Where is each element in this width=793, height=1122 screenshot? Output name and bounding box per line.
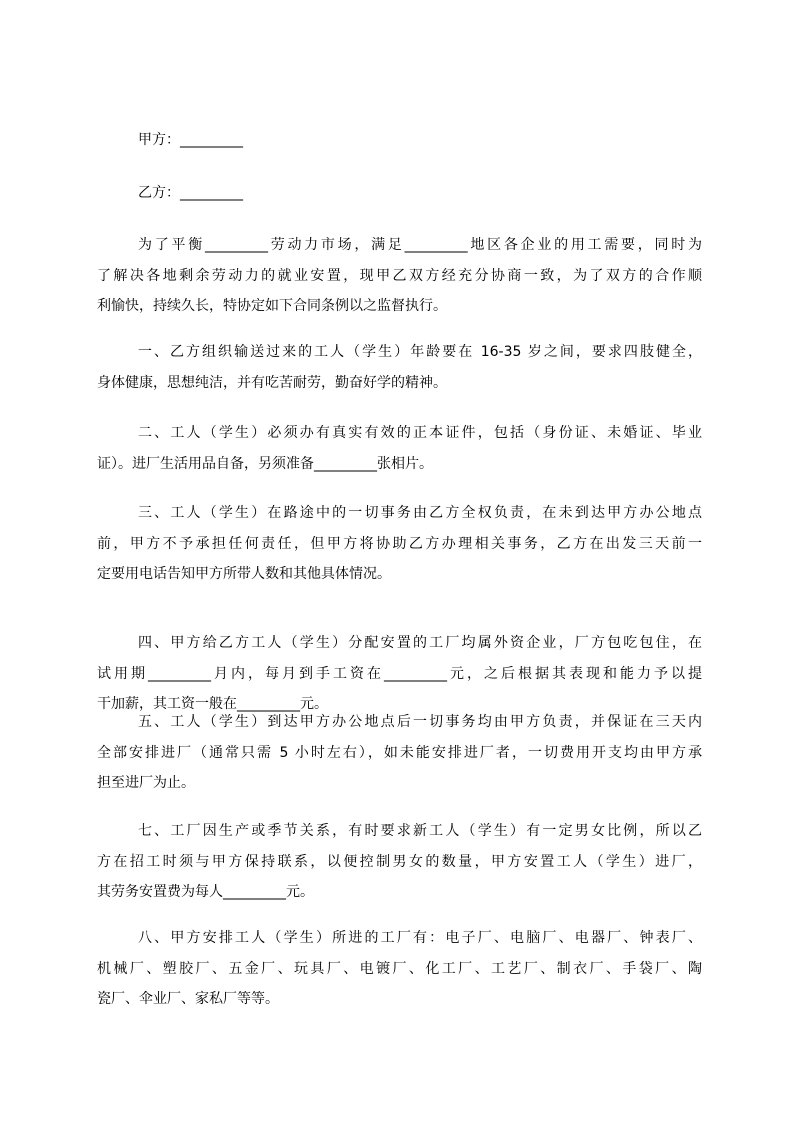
paragraph-line: 了解决各地剩余劳动力的就业安置，现甲乙双方经充分协商一致，为了双方的合作顺 — [97, 267, 702, 284]
paragraph-line: 机械厂、塑胶厂、五金厂、玩具厂、电镀厂、化工厂、工艺厂、制衣厂、手袋厂、陶 — [97, 960, 702, 977]
paragraph-line: 七、工厂因生产或季节关系，有时要求新工人（学生）有一定男女比例，所以乙 — [138, 823, 702, 839]
paragraph-line: 二、工人（学生）必须办有真实有效的正本证件，包括（身份证、未婚证、毕业 — [138, 425, 702, 441]
clause-1 — [97, 343, 702, 393]
clause-4 — [97, 634, 702, 714]
paragraph-line: 试用期_________月内，每月到手工资在_________元，之后根据其表现和能力予以提 — [97, 665, 702, 682]
paragraph-line: 干加薪，其工资一般在_________元。 — [97, 696, 328, 712]
party-a-line — [97, 131, 702, 150]
party-a-text: 甲方：_________ — [138, 132, 243, 148]
paragraph-line: 前，甲方不予承担任何责任，但甲方将协助乙方办理相关事务，乙方在出发三天前一 — [97, 535, 702, 552]
paragraph-line: 证）。进厂生活用品自备，另须准备_________张相片。 — [97, 455, 433, 472]
paragraph-line: 利愉快，持续久长，特协定如下合同条例以之监督执行。 — [97, 298, 447, 314]
party-b-line — [97, 184, 702, 203]
party-b-text: 乙方：_________ — [138, 185, 243, 201]
paragraph-line: 身体健康，思想纯洁，并有吃苦耐劳，勤奋好学的精神。 — [97, 374, 447, 391]
paragraph-line: 为了平衡_________劳动力市场，满足_________地区各企业的用工需要，同时为 — [138, 237, 702, 253]
paragraph-line: 全部安排进厂（通常只需 5 小时左右），如未能安排进厂者，一切费用开支均由甲方承 — [97, 744, 702, 761]
paragraph-line: 担至进厂为止。 — [97, 775, 195, 791]
paragraph-line: 八、甲方安排工人（学生）所进的工厂有：电子厂、电脑厂、电器厂、钟表厂、 — [138, 930, 702, 946]
clause-8 — [97, 929, 702, 1009]
paragraph-line: 四、甲方给乙方工人（学生）分配安置的工厂均属外资企业，厂方包吃包住，在 — [138, 635, 702, 651]
paragraph-line: 三、工人（学生）在路途中的一切事务由乙方全权负责，在未到达甲方办公地点 — [138, 505, 702, 521]
paragraph-line: 定要用电话告知甲方所带人数和其他具体情况。 — [97, 566, 391, 582]
paragraph-line: 其劳务安置费为每人_________元。 — [97, 884, 314, 900]
paragraph-line: 五、工人（学生）到达甲方办公地点后一切事务均由甲方负责，并保证在三天内 — [138, 714, 702, 730]
intro-paragraph — [97, 236, 702, 316]
clause-2 — [97, 424, 702, 474]
clause-5 — [97, 713, 702, 793]
paragraph-line: 一、乙方组织输送过来的工人（学生）年龄要在 16-35 岁之间，要求四肢健全， — [138, 344, 702, 360]
clause-3 — [97, 504, 702, 584]
clause-7 — [97, 822, 702, 902]
paragraph-line: 瓷厂、伞业厂、家私厂等等。 — [97, 991, 279, 1007]
paragraph-line: 方在招工时须与甲方保持联系，以便控制男女的数量，甲方安置工人（学生）进厂， — [97, 853, 702, 870]
